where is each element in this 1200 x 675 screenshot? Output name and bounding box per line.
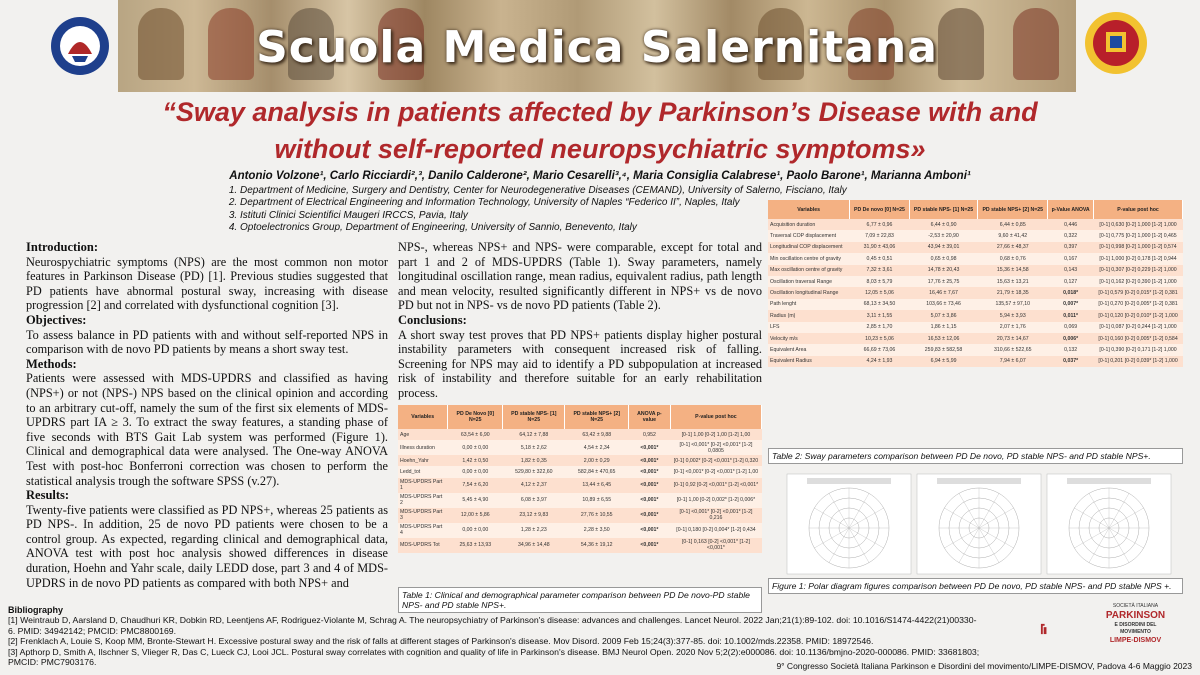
table-cell: [0-1] 0,087 [0-2] 0,244 [1-2] 1,000 <box>1094 322 1183 333</box>
table-cell: [0-1] 1,000 [0-2] 0,178 [1-2] 0,944 <box>1094 253 1183 264</box>
affiliation-item: 2. Department of Electrical Engineering and Information Technology, University of Naples “Federico II”, Naples, Italy <box>240 197 847 209</box>
results-heading: Results: <box>26 488 70 503</box>
objectives-text: To assess balance in PD patients with and without self-reported NPS in comparison with de novo PD patients by means a short sway test. <box>26 327 388 357</box>
table-cell: 0,00 ± 0,00 <box>448 440 503 455</box>
table-cell: 6,94 ± 5,99 <box>909 356 978 367</box>
table-cell: Acquisition duration <box>768 219 850 230</box>
table-cell: 582,84 ± 470,65 <box>565 466 629 477</box>
table-row <box>768 333 1183 344</box>
table-cell: <0,001* <box>628 523 670 538</box>
table-cell: MDS-UPDRS Part 3 <box>398 508 448 523</box>
table-cell: 8,03 ± 5,79 <box>850 276 910 287</box>
table-row <box>768 265 1183 276</box>
table-cell: 15,36 ± 14,58 <box>978 265 1048 276</box>
limpe-logo-line: E DISORDINI DEL <box>1114 622 1157 628</box>
table-cell: 5,18 ± 2,62 <box>503 440 565 455</box>
table-cell: [0-1] 0,002* [0-2] <0,001* [1-2] 0,320 <box>670 455 761 466</box>
table-cell: Velocity m/s <box>768 333 850 344</box>
table-cell: [0-1] 0,579 [0-2] 0,015* [1-2] 0,381 <box>1094 287 1183 298</box>
table-cell: 310,66 ± 522,65 <box>978 344 1048 355</box>
limpe-logo-line: PARKINSON <box>1105 610 1166 621</box>
table-row <box>768 253 1183 264</box>
table-cell: 1,82 ± 0,35 <box>503 455 565 466</box>
table-cell: 5,45 ± 4,90 <box>448 493 503 508</box>
table-cell: 5,07 ± 3,86 <box>909 310 978 321</box>
table-cell: 64,12 ± 7,88 <box>503 429 565 440</box>
table-cell: Longitudinal COP displacement <box>768 242 850 253</box>
university-seal-icon <box>1084 8 1148 78</box>
table-cell: 0,127 <box>1048 276 1094 287</box>
results-text-continued: NPS-, whereas NPS+ and NPS- were comparable, except for total and part 1 and 2 of MDS-UPDRS (Table 1). Sway parameters, namely longitudinal oscillation range, mean radius, equivalent radius, path length and mean velocity, resulted significantly different in NPS+ vs de novo PD but not in NPS- vs de novo PD patients (Table 2). <box>398 240 762 313</box>
table-cell: 1,86 ± 1,15 <box>909 322 978 333</box>
table-cell: 2,28 ± 3,50 <box>565 523 629 538</box>
table-row <box>768 219 1183 230</box>
text-column-2 <box>398 240 762 401</box>
table-cell: 0,00 ± 0,00 <box>448 466 503 477</box>
table-cell: <0,001* <box>628 538 670 553</box>
polar-diagram-figure <box>785 472 1173 576</box>
table-row <box>768 344 1183 355</box>
table-cell: 20,73 ± 14,67 <box>978 333 1048 344</box>
table-header-cell: Variables <box>398 405 448 429</box>
table-cell: -2,53 ± 20,90 <box>909 230 978 241</box>
table-cell: MDS-UPDRS Tot <box>398 538 448 553</box>
table-cell: 0,00 ± 0,00 <box>448 523 503 538</box>
table-cell: Hoehn_Yahr <box>398 455 448 466</box>
table-row <box>398 429 762 440</box>
table-cell: 17,76 ± 25,75 <box>909 276 978 287</box>
conclusions-text: A short sway test proves that PD NPS+ patients display higher postural instability parameters with consequent increased risk of falling. Screening for NPS may aid to identify a PD subpopulation at increased risk of instability and therefore suitable for an early rehabilitation process. <box>398 327 762 400</box>
table-cell: 10,23 ± 5,06 <box>850 333 910 344</box>
table-cell: [0-1] <0,001* [0-2] <0,001* [1-2] 0,0805 <box>670 440 761 455</box>
table-cell: 4,54 ± 2,34 <box>565 440 629 455</box>
cemand-logo-icon <box>50 8 110 84</box>
table-cell: Radius (m) <box>768 310 850 321</box>
methods-heading: Methods: <box>26 356 77 371</box>
table-cell: Oscillation traversal Range <box>768 276 850 287</box>
table-header-cell: Variables <box>768 200 850 219</box>
table-cell: [0-1] 0,307 [0-2] 0,229 [1-2] 1,000 <box>1094 265 1183 276</box>
table-cell: 0,45 ± 0,51 <box>850 253 910 264</box>
table-row <box>398 493 762 508</box>
table-cell: [0-1] 0,180 [0-2] 0,004* [1-2] 0,434 <box>670 523 761 538</box>
table-row <box>398 440 762 455</box>
table-cell: 7,94 ± 6,07 <box>978 356 1048 367</box>
polar-panel-header <box>807 478 891 484</box>
table-cell: <0,001* <box>628 508 670 523</box>
table-cell: 25,63 ± 13,93 <box>448 538 503 553</box>
table-cell: 14,78 ± 20,43 <box>909 265 978 276</box>
table-cell: 54,36 ± 19,12 <box>565 538 629 553</box>
table-2 <box>768 200 1183 367</box>
table-cell: [0-1] <0,001* [0-2] <0,001* [1-2] 0,216 <box>670 508 761 523</box>
table-header-cell: PD stable NPS- [1] N=25 <box>909 200 978 219</box>
table-cell: 27,76 ± 10,55 <box>565 508 629 523</box>
table-row <box>768 230 1183 241</box>
table-row <box>768 310 1183 321</box>
table-cell: 7,32 ± 3,61 <box>850 265 910 276</box>
polar-panel-header <box>1067 478 1151 484</box>
table-row <box>768 276 1183 287</box>
table-cell: [0-1] 1,00 [0-2] 1,00 [1-2] 1,00 <box>670 429 761 440</box>
table-cell: Traversal COP displacement <box>768 230 850 241</box>
table-cell: 0,322 <box>1048 230 1094 241</box>
table-cell: MDS-UPDRS Part 4 <box>398 523 448 538</box>
table-cell: 9,60 ± 41,42 <box>978 230 1048 241</box>
conclusions-heading: Conclusions: <box>398 312 467 327</box>
table-cell: 0,952 <box>628 429 670 440</box>
table-cell: 0,167 <box>1048 253 1094 264</box>
table-header-cell: P-value post hoc <box>670 405 761 429</box>
table-cell: 27,66 ± 48,37 <box>978 242 1048 253</box>
bibliography-heading: Bibliography <box>8 605 64 615</box>
introduction-text: Neurospychiatric symptoms (NPS) are the most common non motor features in Parkinson Disease (PD) [1]. Previous studies suggested that PD patients have abnormal postural sway, increasing with disease progression [2] and correlated with dysfunctional cognition [3]. <box>26 254 388 313</box>
reference-item: [1] Weintraub D, Aarsland D, Chaudhuri KR, Dobkin RD, Leentjens AF, Rodriguez-Violante M, Schrag A. The neuropsychiatry of Parkinson's disease: advances and challenges. Lancet Neurol. 2022 Jan;21(1):89-102. doi: 10.1016/S1474-4422(21)00330-6. PMID: 34942142; PMCID: PMC8800169. <box>8 615 977 636</box>
affiliation-item: 3. Istituti Clinici Scientifici Maugeri IRCCS, Pavia, Italy <box>240 210 847 222</box>
table-cell: 2,07 ± 1,76 <box>978 322 1048 333</box>
table-row <box>398 523 762 538</box>
table-header-cell: PD stable NPS+ [2] N=25 <box>565 405 629 429</box>
limpe-dismov-logo-icon <box>1040 601 1070 657</box>
table-cell: 2,85 ± 1,70 <box>850 322 910 333</box>
table-cell: [0-1] 0,998 [0-2] 1,000 [1-2] 0,574 <box>1094 242 1183 253</box>
table-header-cell: PD stable NPS+ [2] N=25 <box>978 200 1048 219</box>
polar-panel-header <box>937 478 1021 484</box>
table-cell: [0-1] 0,775 [0-2] 1,000 [1-2] 0,465 <box>1094 230 1183 241</box>
table-cell: [0-1] <0,001* [0-2] <0,001* [1-2] 1,00 <box>670 466 761 477</box>
table-row <box>768 287 1183 298</box>
table-cell: 0,007* <box>1048 299 1094 310</box>
table-cell: 0,65 ± 0,98 <box>909 253 978 264</box>
table-cell: [0-1] 0,162 [0-2] 0,390 [1-2] 1,000 <box>1094 276 1183 287</box>
title-line-2: without self-reported neuropsychiatric symptoms» <box>274 134 926 164</box>
table-cell: 43,94 ± 39,01 <box>909 242 978 253</box>
table-cell: 13,44 ± 6,45 <box>565 478 629 493</box>
table-cell: 7,09 ± 22,83 <box>850 230 910 241</box>
table-cell: [0-1] 0,120 [0-2] 0,010* [1-2] 1,000 <box>1094 310 1183 321</box>
table-row <box>768 299 1183 310</box>
table-cell: 4,24 ± 1,93 <box>850 356 910 367</box>
results-text: Twenty-five patients were classified as PD NPS+, whereas 25 patients as PD NPS-. In addition, 25 de novo PD patients were chosen to be a control group. As expected, regarding clinical and demographical data, ANOVA test with post hoc analysis showed differences in disease duration, Hoehn and Yahr scale, daily LEDD dose, part 3 and 4 of MDS-UPDRS in de novo PD patients as compared with both NPS+ and <box>26 502 388 590</box>
table-cell: Min oscillation centre of gravity <box>768 253 850 264</box>
methods-text: Patients were assessed with MDS-UPDRS and classified as having (NPS+) or not (NPS-) NPS based on the clinical opinion and according to an arbitrary cut-off, namely the sum of the first six elements of MDS-UPDRS part IA ≥ 3. To extract the sway features, a standing phase of five seconds with BTS Gait Lab system was performed (Figure 1). Clinical and demographical data were analysed. The One-way ANOVA Test with post-hoc Bonferroni correction was chosen to perform the statistical analysis trough the software SPSS (v.27). <box>26 371 388 488</box>
table-header-row <box>768 200 1183 219</box>
author-list: Antonio Volzone¹, Carlo Ricciardi²,³, Danilo Calderone², Mario Cesarelli³,⁴, Maria Consiglia Calabrese¹, Paolo Barone¹, Marianna Amboni¹ <box>229 170 971 182</box>
affiliation-item: 4. Optoelectronics Group, Department of Engineering, University of Sannio, Benevento, Italy <box>240 222 847 234</box>
table-row <box>768 322 1183 333</box>
table-cell: 68,13 ± 34,50 <box>850 299 910 310</box>
table-cell: [0-1] 0,390 [0-2] 0,171 [1-2] 1,000 <box>1094 344 1183 355</box>
table-cell: 34,96 ± 14,48 <box>503 538 565 553</box>
table-header-cell: PD De novo [0] N=25 <box>850 200 910 219</box>
table-header-cell: PD De Novo [0] N=25 <box>448 405 503 429</box>
table-cell: 0,069 <box>1048 322 1094 333</box>
footer-conference: 9° Congresso Società Italiana Parkinson e Disordini del movimento/LIMPE-DISMOV, Padova 4-6 Maggio 2023 <box>776 661 1192 671</box>
table-cell: 0,037* <box>1048 356 1094 367</box>
table-cell: <0,001* <box>628 466 670 477</box>
table-row <box>768 242 1183 253</box>
table-cell: [0-1] 1,00 [0-2] 0,002* [1-2] 0,006* <box>670 493 761 508</box>
table-cell: Illness duration <box>398 440 448 455</box>
table-cell: [0-1] 0,270 [0-2] 0,005* [1-2] 0,381 <box>1094 299 1183 310</box>
table-cell: [0-1] 0,630 [0-2] 1,000 [1-2] 1,000 <box>1094 219 1183 230</box>
table-cell: [0-1] 0,92 [0-2] <0,001* [1-2] <0,001* <box>670 478 761 493</box>
bibliography <box>8 605 983 667</box>
table-cell: 1,28 ± 2,23 <box>503 523 565 538</box>
table-cell: 16,46 ± 7,67 <box>909 287 978 298</box>
table-cell: 135,57 ± 97,10 <box>978 299 1048 310</box>
table-cell: 259,83 ± 582,58 <box>909 344 978 355</box>
table-cell: 10,89 ± 6,55 <box>565 493 629 508</box>
table-cell: MDS-UPDRS Part 2 <box>398 493 448 508</box>
affiliation-item: 1. Department of Medicine, Surgery and Dentistry, Center for Neurodegenerative Diseases (CEMAND), University of Salerno, Fisciano, Italy <box>240 185 847 197</box>
table-cell: [0-1] 0,163 [0-2] <0,001* [1-2] <0,001* <box>670 538 761 553</box>
table-cell: 12,00 ± 5,86 <box>448 508 503 523</box>
table-cell: 16,53 ± 12,06 <box>909 333 978 344</box>
table-cell: 21,79 ± 18,35 <box>978 287 1048 298</box>
table-cell: <0,001* <box>628 440 670 455</box>
limpe-logo-line: SOCIETÀ ITALIANA <box>1112 603 1159 609</box>
table-cell: 0,143 <box>1048 265 1094 276</box>
table-header-cell: p-Value ANOVA <box>1048 200 1094 219</box>
figure-1-caption: Figure 1: Polar diagram figures comparison between PD De novo, PD stable NPS- and PD stable NPS +. <box>768 578 1183 594</box>
affiliation-list <box>228 185 847 234</box>
table-cell: Equivalent Area <box>768 344 850 355</box>
table-cell: 63,42 ± 9,88 <box>565 429 629 440</box>
table-cell: 0,68 ± 0,76 <box>978 253 1048 264</box>
table-cell: 3,11 ± 1,55 <box>850 310 910 321</box>
table-cell: 63,54 ± 6,90 <box>448 429 503 440</box>
table-cell: Equivalent Radius <box>768 356 850 367</box>
table-cell: <0,001* <box>628 478 670 493</box>
table-cell: 103,66 ± 73,46 <box>909 299 978 310</box>
table-cell: <0,001* <box>628 455 670 466</box>
table-cell: LFS <box>768 322 850 333</box>
table-header-cell: ANOVA p-value <box>628 405 670 429</box>
table-header-cell: PD stable NPS- [1] N=25 <box>503 405 565 429</box>
table-cell: 15,63 ± 13,21 <box>978 276 1048 287</box>
table-1 <box>398 405 762 553</box>
table-cell: 6,77 ± 0,96 <box>850 219 910 230</box>
table-cell: Age <box>398 429 448 440</box>
table-cell: 6,44 ± 0,85 <box>978 219 1048 230</box>
table-cell: 529,80 ± 322,60 <box>503 466 565 477</box>
table-row <box>398 538 762 553</box>
table-cell: 0,446 <box>1048 219 1094 230</box>
table-cell: [0-1] 0,160 [0-2] 0,005* [1-2] 0,584 <box>1094 333 1183 344</box>
table-cell: 0,006* <box>1048 333 1094 344</box>
header-banner <box>118 0 1076 92</box>
table-cell: <0,001* <box>628 493 670 508</box>
table-cell: 7,54 ± 6,20 <box>448 478 503 493</box>
table-row <box>768 356 1183 367</box>
table-cell: Oscillation longitudinal Range <box>768 287 850 298</box>
limpe-logo-line: LIMPE-DISMOV <box>1109 637 1162 644</box>
table-2-caption: Table 2: Sway parameters comparison between PD De novo, PD stable NPS- and PD stable NPS+. <box>768 448 1183 464</box>
poster-title <box>60 94 1140 168</box>
table-cell: Ledd_tot <box>398 466 448 477</box>
table-cell: 0,011* <box>1048 310 1094 321</box>
table-row <box>398 508 762 523</box>
table-cell: 0,132 <box>1048 344 1094 355</box>
table-1-caption: Table 1: Clinical and demographical parameter comparison between PD De novo-PD stable NPS- and PD stable NPS+. <box>398 587 762 613</box>
table-row <box>398 455 762 466</box>
banner-title: Scuola Medica Salernitana <box>256 22 938 73</box>
table-cell: 1,42 ± 0,50 <box>448 455 503 466</box>
table-cell: [0-1] 0,201 [0-2] 0,039* [1-2] 1,000 <box>1094 356 1183 367</box>
table-row <box>398 478 762 493</box>
reference-item: [2] Frenklach A, Louie S, Koop MM, Bronte-Stewart H. Excessive postural sway and the risk of falls at different stages of Parkinson's disease. Mov Disord. 2009 Feb 15;24(3):377-85. doi: 10.1002/mds.22358. PMID: 18972546. <box>8 636 874 647</box>
table-cell: Max oscillation centre of gravity <box>768 265 850 276</box>
table-row <box>398 466 762 477</box>
title-line-1: “Sway analysis in patients affected by Parkinson’s Disease with and <box>162 97 1038 127</box>
table-cell: 0,018* <box>1048 287 1094 298</box>
table-cell: 5,94 ± 3,93 <box>978 310 1048 321</box>
table-cell: 66,69 ± 73,06 <box>850 344 910 355</box>
table-cell: 6,44 ± 0,90 <box>909 219 978 230</box>
text-column-1 <box>26 240 388 590</box>
table-cell: 0,397 <box>1048 242 1094 253</box>
introduction-heading: Introduction: <box>26 240 99 254</box>
table-cell: Path lenght <box>768 299 850 310</box>
table-cell: 31,90 ± 43,06 <box>850 242 910 253</box>
limpe-logo-line: MOVIMENTO <box>1120 629 1151 635</box>
table-cell: 12,05 ± 5,06 <box>850 287 910 298</box>
table-cell: 2,00 ± 0,29 <box>565 455 629 466</box>
table-cell: 4,12 ± 2,37 <box>503 478 565 493</box>
table-cell: MDS-UPDRS Part 1 <box>398 478 448 493</box>
table-cell: 6,08 ± 3,97 <box>503 493 565 508</box>
table-cell: 23,12 ± 9,83 <box>503 508 565 523</box>
table-header-cell: P-value post hoc <box>1094 200 1183 219</box>
objectives-heading: Objectives: <box>26 312 87 327</box>
reference-item: [3] Apthorp D, Smith A, Ilschner S, Vlieger R, Das C, Lueck CJ, Looi JCL. Postural sway correlates with cognition and quality of life in Parkinson's disease. BMJ Neurol Open. 2020 Nov 5;2(2):e000086. doi: 10.1136/bmjno-2020-000086. PMID: 33681803; PMCID: PMC7903176. <box>8 646 980 668</box>
table-header-row <box>398 405 762 429</box>
